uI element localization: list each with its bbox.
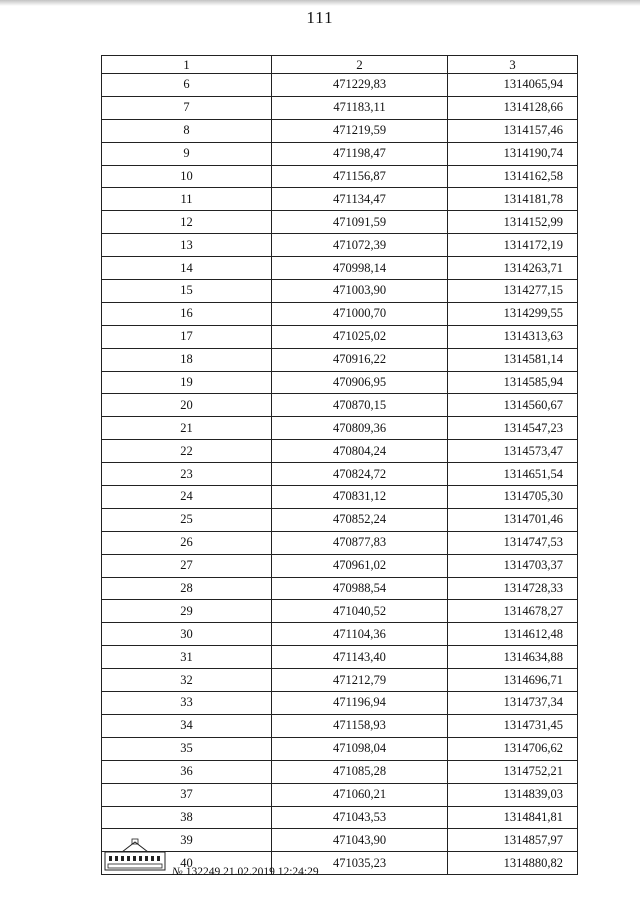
table-row [102,646,578,669]
table-row [102,829,578,852]
x-coordinate-cell: 470877,83 [272,531,448,554]
row-number-cell: 35 [102,737,272,760]
row-number-cell: 39 [102,829,272,852]
y-coordinate-cell: 1314065,94 [448,74,578,97]
table-row [102,737,578,760]
y-coordinate-cell: 1314313,63 [448,325,578,348]
table-row [102,74,578,97]
x-coordinate-cell: 471183,11 [272,96,448,119]
x-coordinate-cell: 471156,87 [272,165,448,188]
y-coordinate-cell: 1314705,30 [448,486,578,509]
y-coordinate-cell: 1314612,48 [448,623,578,646]
x-coordinate-cell: 470906,95 [272,371,448,394]
row-number-cell: 15 [102,280,272,303]
table-row [102,325,578,348]
table-row [102,417,578,440]
y-coordinate-cell: 1314747,53 [448,531,578,554]
row-number-cell: 18 [102,348,272,371]
scan-edge [0,0,640,6]
x-coordinate-cell: 470870,15 [272,394,448,417]
y-coordinate-cell: 1314706,62 [448,737,578,760]
row-number-cell: 9 [102,142,272,165]
y-coordinate-cell: 1314190,74 [448,142,578,165]
table-row [102,119,578,142]
row-number-cell: 10 [102,165,272,188]
y-coordinate-cell: 1314299,55 [448,302,578,325]
x-coordinate-cell: 471043,90 [272,829,448,852]
table-row [102,280,578,303]
number-sign: № [172,866,183,878]
table-row [102,165,578,188]
y-coordinate-cell: 1314841,81 [448,806,578,829]
table-row [102,371,578,394]
row-number-cell: 20 [102,394,272,417]
y-coordinate-cell: 1314128,66 [448,96,578,119]
x-coordinate-cell: 470852,24 [272,508,448,531]
row-number-cell: 26 [102,531,272,554]
row-number-cell: 38 [102,806,272,829]
x-coordinate-cell: 470998,14 [272,257,448,280]
table-row [102,508,578,531]
y-coordinate-cell: 1314678,27 [448,600,578,623]
x-coordinate-cell: 471043,53 [272,806,448,829]
row-number-cell: 11 [102,188,272,211]
row-number-cell: 30 [102,623,272,646]
x-coordinate-cell: 471025,02 [272,325,448,348]
table-row [102,463,578,486]
table-row [102,760,578,783]
row-number-cell: 31 [102,646,272,669]
table-row [102,669,578,692]
x-coordinate-cell: 470804,24 [272,440,448,463]
registration-text: 132249 21.02.2019 12:24:29 [185,866,319,878]
y-coordinate-cell: 1314651,54 [448,463,578,486]
row-number-cell: 16 [102,302,272,325]
table-row [102,577,578,600]
table-row [102,257,578,280]
y-coordinate-cell: 1314581,14 [448,348,578,371]
row-number-cell: 19 [102,371,272,394]
y-coordinate-cell: 1314560,67 [448,394,578,417]
x-coordinate-cell: 470916,22 [272,348,448,371]
row-number-cell: 24 [102,486,272,509]
table-row [102,188,578,211]
x-coordinate-cell: 470824,72 [272,463,448,486]
y-coordinate-cell: 1314857,97 [448,829,578,852]
x-coordinate-cell: 471219,59 [272,119,448,142]
table-row [102,783,578,806]
y-coordinate-cell: 1314585,94 [448,371,578,394]
row-number-cell: 28 [102,577,272,600]
table-row [102,142,578,165]
x-coordinate-cell: 471072,39 [272,234,448,257]
x-coordinate-cell: 470961,02 [272,554,448,577]
table-body [102,74,578,875]
row-number-cell: 7 [102,96,272,119]
x-coordinate-cell: 471035,23 [272,852,448,875]
row-number-cell: 13 [102,234,272,257]
row-number-cell: 25 [102,508,272,531]
x-coordinate-cell: 471085,28 [272,760,448,783]
y-coordinate-cell: 1314263,71 [448,257,578,280]
x-coordinate-cell: 471091,59 [272,211,448,234]
y-coordinate-cell: 1314181,78 [448,188,578,211]
footer-stamp [104,838,166,877]
table-row [102,96,578,119]
row-number-cell: 36 [102,760,272,783]
x-coordinate-cell: 471000,70 [272,302,448,325]
row-number-cell: 27 [102,554,272,577]
column-header-1: 1 [102,56,272,74]
table-row [102,531,578,554]
x-coordinate-cell: 470988,54 [272,577,448,600]
row-number-cell: 6 [102,74,272,97]
y-coordinate-cell: 1314701,46 [448,508,578,531]
x-coordinate-cell: 471196,94 [272,692,448,715]
y-coordinate-cell: 1314728,33 [448,577,578,600]
x-coordinate-cell: 471104,36 [272,623,448,646]
table-header-row [102,56,578,74]
y-coordinate-cell: 1314752,21 [448,760,578,783]
y-coordinate-cell: 1314162,58 [448,165,578,188]
row-number-cell: 22 [102,440,272,463]
footer-registration [172,866,319,878]
table-row [102,302,578,325]
y-coordinate-cell: 1314839,03 [448,783,578,806]
table-row [102,486,578,509]
y-coordinate-cell: 1314696,71 [448,669,578,692]
table-row [102,394,578,417]
row-number-cell: 12 [102,211,272,234]
table-row [102,348,578,371]
row-number-cell: 8 [102,119,272,142]
table-row [102,554,578,577]
row-number-cell: 40 [102,852,272,875]
table-row [102,692,578,715]
row-number-cell: 37 [102,783,272,806]
x-coordinate-cell: 471060,21 [272,783,448,806]
y-coordinate-cell: 1314731,45 [448,714,578,737]
column-header-3: 3 [448,56,578,74]
y-coordinate-cell: 1314737,34 [448,692,578,715]
y-coordinate-cell: 1314152,99 [448,211,578,234]
table-row [102,600,578,623]
table-row [102,234,578,257]
y-coordinate-cell: 1314634,88 [448,646,578,669]
row-number-cell: 23 [102,463,272,486]
coordinates-table [101,55,578,875]
y-coordinate-cell: 1314703,37 [448,554,578,577]
y-coordinate-cell: 1314880,82 [448,852,578,875]
y-coordinate-cell: 1314277,15 [448,280,578,303]
column-header-2: 2 [272,56,448,74]
table-row [102,714,578,737]
row-number-cell: 32 [102,669,272,692]
row-number-cell: 14 [102,257,272,280]
x-coordinate-cell: 471003,90 [272,280,448,303]
y-coordinate-cell: 1314172,19 [448,234,578,257]
row-number-cell: 21 [102,417,272,440]
page-number: 111 [306,8,334,27]
x-coordinate-cell: 470831,12 [272,486,448,509]
x-coordinate-cell: 471198,47 [272,142,448,165]
x-coordinate-cell: 471098,04 [272,737,448,760]
x-coordinate-cell: 471229,83 [272,74,448,97]
row-number-cell: 34 [102,714,272,737]
building-stamp-icon [104,838,166,872]
row-number-cell: 33 [102,692,272,715]
x-coordinate-cell: 471158,93 [272,714,448,737]
x-coordinate-cell: 471040,52 [272,600,448,623]
table-row [102,806,578,829]
y-coordinate-cell: 1314157,46 [448,119,578,142]
row-number-cell: 29 [102,600,272,623]
x-coordinate-cell: 471212,79 [272,669,448,692]
table-row [102,440,578,463]
y-coordinate-cell: 1314547,23 [448,417,578,440]
y-coordinate-cell: 1314573,47 [448,440,578,463]
row-number-cell: 17 [102,325,272,348]
x-coordinate-cell: 471134,47 [272,188,448,211]
table-row [102,211,578,234]
x-coordinate-cell: 471143,40 [272,646,448,669]
table-row [102,623,578,646]
x-coordinate-cell: 470809,36 [272,417,448,440]
